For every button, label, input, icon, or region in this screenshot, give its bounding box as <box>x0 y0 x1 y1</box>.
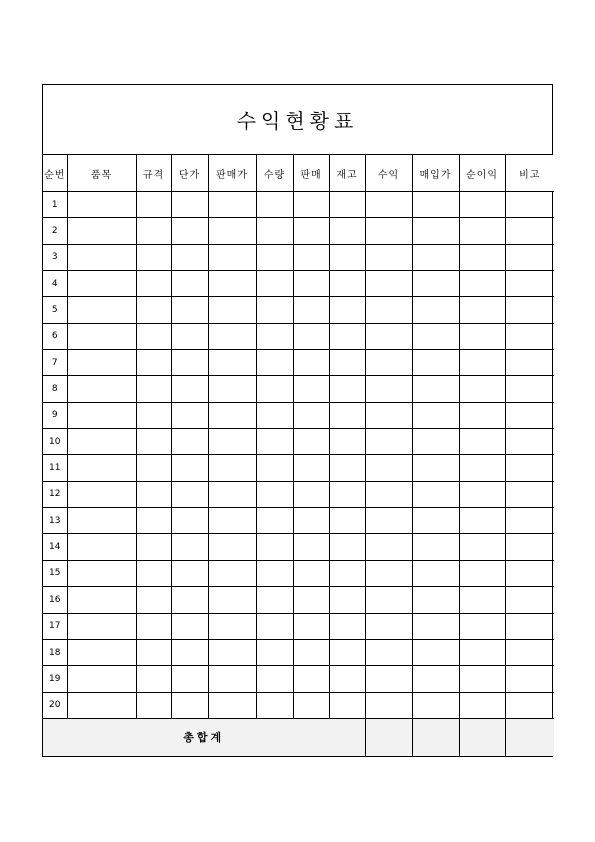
cell-sales[interactable] <box>293 613 329 639</box>
cell-sales[interactable] <box>293 587 329 613</box>
header-cell-seq: 순번 <box>43 155 67 192</box>
cell-item[interactable] <box>67 534 136 560</box>
cell-item[interactable] <box>67 192 136 218</box>
cell-quantity[interactable] <box>256 402 293 428</box>
cell-net-profit[interactable] <box>459 192 505 218</box>
table-row <box>43 218 554 244</box>
cell-revenue[interactable] <box>365 271 412 297</box>
row-number: 6 <box>43 323 67 349</box>
cell-remarks[interactable] <box>505 376 554 402</box>
cell-quantity[interactable] <box>256 613 293 639</box>
cell-sale-price[interactable] <box>208 429 256 455</box>
cell-item[interactable] <box>67 323 136 349</box>
header-cell-quantity: 수량 <box>256 155 293 192</box>
total-cell-net-profit[interactable] <box>459 718 505 756</box>
header-cell-sale-price: 판매가 <box>208 155 256 192</box>
cell-sale-price[interactable] <box>208 534 256 560</box>
profit-status-sheet <box>42 84 553 757</box>
cell-stock[interactable] <box>329 481 365 507</box>
cell-stock[interactable] <box>329 639 365 665</box>
cell-revenue[interactable] <box>365 587 412 613</box>
header-cell-item: 품목 <box>67 155 136 192</box>
cell-unit-price[interactable] <box>171 508 208 534</box>
table-row <box>43 560 554 586</box>
header-cell-unit-price: 단가 <box>171 155 208 192</box>
cell-purchase-price[interactable] <box>412 244 459 270</box>
cell-remarks[interactable] <box>505 508 554 534</box>
cell-purchase-price[interactable] <box>412 271 459 297</box>
cell-item[interactable] <box>67 692 136 718</box>
row-number: 20 <box>43 692 67 718</box>
cell-remarks[interactable] <box>505 244 554 270</box>
cell-stock[interactable] <box>329 402 365 428</box>
table-row <box>43 587 554 613</box>
cell-unit-price[interactable] <box>171 192 208 218</box>
table-body <box>43 192 554 719</box>
cell-revenue[interactable] <box>365 402 412 428</box>
cell-quantity[interactable] <box>256 218 293 244</box>
cell-item[interactable] <box>67 587 136 613</box>
cell-purchase-price[interactable] <box>412 481 459 507</box>
cell-net-profit[interactable] <box>459 271 505 297</box>
cell-sales[interactable] <box>293 350 329 376</box>
cell-sales[interactable] <box>293 455 329 481</box>
cell-stock[interactable] <box>329 455 365 481</box>
cell-quantity[interactable] <box>256 271 293 297</box>
cell-net-profit[interactable] <box>459 692 505 718</box>
cell-sales[interactable] <box>293 218 329 244</box>
cell-purchase-price[interactable] <box>412 692 459 718</box>
cell-sales[interactable] <box>293 271 329 297</box>
cell-sales[interactable] <box>293 666 329 692</box>
row-number: 2 <box>43 218 67 244</box>
cell-net-profit[interactable] <box>459 481 505 507</box>
cell-spec[interactable] <box>136 192 171 218</box>
cell-unit-price[interactable] <box>171 613 208 639</box>
cell-stock[interactable] <box>329 297 365 323</box>
cell-remarks[interactable] <box>505 455 554 481</box>
cell-revenue[interactable] <box>365 350 412 376</box>
total-cell-purchase-price[interactable] <box>412 718 459 756</box>
cell-spec[interactable] <box>136 613 171 639</box>
table-row <box>43 192 554 218</box>
cell-net-profit[interactable] <box>459 350 505 376</box>
cell-sales[interactable] <box>293 639 329 665</box>
cell-sale-price[interactable] <box>208 639 256 665</box>
row-number: 16 <box>43 587 67 613</box>
cell-spec[interactable] <box>136 297 171 323</box>
cell-remarks[interactable] <box>505 402 554 428</box>
cell-remarks[interactable] <box>505 192 554 218</box>
cell-remarks[interactable] <box>505 218 554 244</box>
cell-quantity[interactable] <box>256 297 293 323</box>
cell-stock[interactable] <box>329 692 365 718</box>
cell-spec[interactable] <box>136 560 171 586</box>
cell-revenue[interactable] <box>365 692 412 718</box>
row-number: 10 <box>43 429 67 455</box>
header-cell-revenue: 수익 <box>365 155 412 192</box>
cell-revenue[interactable] <box>365 534 412 560</box>
cell-spec[interactable] <box>136 271 171 297</box>
row-number: 12 <box>43 481 67 507</box>
cell-spec[interactable] <box>136 692 171 718</box>
cell-stock[interactable] <box>329 587 365 613</box>
row-number: 4 <box>43 271 67 297</box>
total-cell-remarks[interactable] <box>505 718 554 756</box>
document-title: 수익현황표 <box>236 109 359 133</box>
cell-remarks[interactable] <box>505 271 554 297</box>
cell-unit-price[interactable] <box>171 455 208 481</box>
cell-net-profit[interactable] <box>459 613 505 639</box>
cell-item[interactable] <box>67 613 136 639</box>
header-cell-remarks: 비고 <box>505 155 554 192</box>
cell-net-profit[interactable] <box>459 560 505 586</box>
cell-stock[interactable] <box>329 244 365 270</box>
table-row <box>43 692 554 718</box>
cell-purchase-price[interactable] <box>412 429 459 455</box>
cell-spec[interactable] <box>136 587 171 613</box>
cell-unit-price[interactable] <box>171 297 208 323</box>
cell-revenue[interactable] <box>365 192 412 218</box>
table-row <box>43 297 554 323</box>
cell-remarks[interactable] <box>505 613 554 639</box>
cell-sales[interactable] <box>293 323 329 349</box>
cell-net-profit[interactable] <box>459 376 505 402</box>
cell-sales[interactable] <box>293 692 329 718</box>
cell-revenue[interactable] <box>365 218 412 244</box>
cell-stock[interactable] <box>329 666 365 692</box>
cell-sales[interactable] <box>293 376 329 402</box>
cell-sale-price[interactable] <box>208 508 256 534</box>
cell-revenue[interactable] <box>365 613 412 639</box>
cell-revenue[interactable] <box>365 666 412 692</box>
profit-table <box>43 155 554 756</box>
row-number: 11 <box>43 455 67 481</box>
table-row <box>43 639 554 665</box>
cell-remarks[interactable] <box>505 560 554 586</box>
row-number: 15 <box>43 560 67 586</box>
table-row <box>43 271 554 297</box>
cell-stock[interactable] <box>329 218 365 244</box>
cell-remarks[interactable] <box>505 297 554 323</box>
cell-net-profit[interactable] <box>459 508 505 534</box>
header-cell-stock: 재고 <box>329 155 365 192</box>
cell-net-profit[interactable] <box>459 297 505 323</box>
cell-net-profit[interactable] <box>459 244 505 270</box>
cell-sale-price[interactable] <box>208 560 256 586</box>
cell-net-profit[interactable] <box>459 323 505 349</box>
cell-purchase-price[interactable] <box>412 587 459 613</box>
cell-sale-price[interactable] <box>208 692 256 718</box>
cell-spec[interactable] <box>136 534 171 560</box>
cell-stock[interactable] <box>329 323 365 349</box>
header-cell-purchase-price: 매입가 <box>412 155 459 192</box>
cell-net-profit[interactable] <box>459 402 505 428</box>
cell-item[interactable] <box>67 218 136 244</box>
row-number: 14 <box>43 534 67 560</box>
row-number: 18 <box>43 639 67 665</box>
header-row <box>43 155 554 192</box>
cell-spec[interactable] <box>136 244 171 270</box>
cell-sales[interactable] <box>293 297 329 323</box>
cell-unit-price[interactable] <box>171 481 208 507</box>
cell-quantity[interactable] <box>256 455 293 481</box>
cell-unit-price[interactable] <box>171 692 208 718</box>
cell-sale-price[interactable] <box>208 455 256 481</box>
row-number: 9 <box>43 402 67 428</box>
cell-net-profit[interactable] <box>459 639 505 665</box>
cell-remarks[interactable] <box>505 666 554 692</box>
cell-purchase-price[interactable] <box>412 666 459 692</box>
row-number: 1 <box>43 192 67 218</box>
cell-sales[interactable] <box>293 508 329 534</box>
cell-unit-price[interactable] <box>171 587 208 613</box>
table-row <box>43 350 554 376</box>
cell-spec[interactable] <box>136 508 171 534</box>
cell-spec[interactable] <box>136 429 171 455</box>
cell-sales[interactable] <box>293 560 329 586</box>
cell-item[interactable] <box>67 429 136 455</box>
cell-stock[interactable] <box>329 613 365 639</box>
table-row <box>43 244 554 270</box>
cell-item[interactable] <box>67 350 136 376</box>
cell-unit-price[interactable] <box>171 244 208 270</box>
cell-sale-price[interactable] <box>208 402 256 428</box>
table-row <box>43 455 554 481</box>
header-cell-sales: 판매 <box>293 155 329 192</box>
cell-quantity[interactable] <box>256 692 293 718</box>
cell-stock[interactable] <box>329 376 365 402</box>
cell-spec[interactable] <box>136 666 171 692</box>
cell-stock[interactable] <box>329 508 365 534</box>
cell-net-profit[interactable] <box>459 587 505 613</box>
cell-sale-price[interactable] <box>208 587 256 613</box>
cell-purchase-price[interactable] <box>412 297 459 323</box>
cell-stock[interactable] <box>329 429 365 455</box>
cell-item[interactable] <box>67 508 136 534</box>
cell-spec[interactable] <box>136 323 171 349</box>
cell-purchase-price[interactable] <box>412 534 459 560</box>
cell-sales[interactable] <box>293 402 329 428</box>
cell-purchase-price[interactable] <box>412 402 459 428</box>
cell-purchase-price[interactable] <box>412 508 459 534</box>
cell-quantity[interactable] <box>256 192 293 218</box>
cell-remarks[interactable] <box>505 639 554 665</box>
cell-revenue[interactable] <box>365 639 412 665</box>
cell-net-profit[interactable] <box>459 534 505 560</box>
cell-unit-price[interactable] <box>171 323 208 349</box>
cell-revenue[interactable] <box>365 297 412 323</box>
cell-stock[interactable] <box>329 192 365 218</box>
row-number: 19 <box>43 666 67 692</box>
cell-stock[interactable] <box>329 560 365 586</box>
cell-unit-price[interactable] <box>171 666 208 692</box>
table-row <box>43 613 554 639</box>
cell-sale-price[interactable] <box>208 666 256 692</box>
cell-sale-price[interactable] <box>208 350 256 376</box>
cell-spec[interactable] <box>136 376 171 402</box>
cell-purchase-price[interactable] <box>412 455 459 481</box>
cell-remarks[interactable] <box>505 323 554 349</box>
cell-item[interactable] <box>67 376 136 402</box>
cell-item[interactable] <box>67 244 136 270</box>
table-row <box>43 666 554 692</box>
cell-spec[interactable] <box>136 350 171 376</box>
cell-sales[interactable] <box>293 534 329 560</box>
row-number: 17 <box>43 613 67 639</box>
cell-sale-price[interactable] <box>208 218 256 244</box>
cell-purchase-price[interactable] <box>412 323 459 349</box>
row-number: 8 <box>43 376 67 402</box>
cell-quantity[interactable] <box>256 666 293 692</box>
table-row <box>43 481 554 507</box>
cell-spec[interactable] <box>136 639 171 665</box>
cell-sale-price[interactable] <box>208 481 256 507</box>
cell-revenue[interactable] <box>365 455 412 481</box>
cell-quantity[interactable] <box>256 376 293 402</box>
total-row <box>43 718 554 756</box>
cell-net-profit[interactable] <box>459 666 505 692</box>
cell-revenue[interactable] <box>365 429 412 455</box>
row-number: 3 <box>43 244 67 270</box>
total-label: 총합계 <box>43 718 365 756</box>
cell-quantity[interactable] <box>256 534 293 560</box>
cell-revenue[interactable] <box>365 376 412 402</box>
cell-remarks[interactable] <box>505 481 554 507</box>
cell-sales[interactable] <box>293 481 329 507</box>
cell-revenue[interactable] <box>365 323 412 349</box>
cell-unit-price[interactable] <box>171 271 208 297</box>
cell-purchase-price[interactable] <box>412 350 459 376</box>
cell-item[interactable] <box>67 481 136 507</box>
cell-item[interactable] <box>67 455 136 481</box>
cell-unit-price[interactable] <box>171 402 208 428</box>
cell-sale-price[interactable] <box>208 297 256 323</box>
header-cell-spec: 규격 <box>136 155 171 192</box>
cell-purchase-price[interactable] <box>412 376 459 402</box>
cell-unit-price[interactable] <box>171 534 208 560</box>
table-row <box>43 534 554 560</box>
title-area <box>43 85 552 155</box>
cell-revenue[interactable] <box>365 508 412 534</box>
cell-unit-price[interactable] <box>171 350 208 376</box>
cell-unit-price[interactable] <box>171 218 208 244</box>
cell-stock[interactable] <box>329 271 365 297</box>
cell-remarks[interactable] <box>505 587 554 613</box>
cell-spec[interactable] <box>136 402 171 428</box>
cell-purchase-price[interactable] <box>412 639 459 665</box>
cell-revenue[interactable] <box>365 481 412 507</box>
cell-sale-price[interactable] <box>208 271 256 297</box>
cell-sales[interactable] <box>293 192 329 218</box>
cell-purchase-price[interactable] <box>412 192 459 218</box>
cell-remarks[interactable] <box>505 429 554 455</box>
cell-unit-price[interactable] <box>171 639 208 665</box>
cell-purchase-price[interactable] <box>412 218 459 244</box>
cell-stock[interactable] <box>329 534 365 560</box>
cell-quantity[interactable] <box>256 639 293 665</box>
cell-quantity[interactable] <box>256 587 293 613</box>
cell-remarks[interactable] <box>505 534 554 560</box>
cell-sale-price[interactable] <box>208 192 256 218</box>
cell-item[interactable] <box>67 639 136 665</box>
cell-sales[interactable] <box>293 429 329 455</box>
cell-revenue[interactable] <box>365 244 412 270</box>
cell-item[interactable] <box>67 666 136 692</box>
cell-quantity[interactable] <box>256 323 293 349</box>
cell-spec[interactable] <box>136 455 171 481</box>
cell-purchase-price[interactable] <box>412 613 459 639</box>
cell-unit-price[interactable] <box>171 376 208 402</box>
cell-unit-price[interactable] <box>171 429 208 455</box>
table-row <box>43 376 554 402</box>
cell-item[interactable] <box>67 560 136 586</box>
cell-sale-price[interactable] <box>208 244 256 270</box>
cell-sales[interactable] <box>293 244 329 270</box>
table-row <box>43 429 554 455</box>
cell-item[interactable] <box>67 271 136 297</box>
cell-item[interactable] <box>67 297 136 323</box>
cell-item[interactable] <box>67 402 136 428</box>
cell-spec[interactable] <box>136 481 171 507</box>
cell-unit-price[interactable] <box>171 560 208 586</box>
cell-spec[interactable] <box>136 218 171 244</box>
cell-remarks[interactable] <box>505 350 554 376</box>
table-row <box>43 508 554 534</box>
cell-purchase-price[interactable] <box>412 560 459 586</box>
cell-quantity[interactable] <box>256 350 293 376</box>
cell-sale-price[interactable] <box>208 376 256 402</box>
cell-sale-price[interactable] <box>208 613 256 639</box>
total-cell-revenue[interactable] <box>365 718 412 756</box>
cell-net-profit[interactable] <box>459 455 505 481</box>
cell-revenue[interactable] <box>365 560 412 586</box>
cell-quantity[interactable] <box>256 560 293 586</box>
row-number: 13 <box>43 508 67 534</box>
row-number: 7 <box>43 350 67 376</box>
header-cell-net-profit: 순이익 <box>459 155 505 192</box>
table-row <box>43 323 554 349</box>
cell-quantity[interactable] <box>256 481 293 507</box>
cell-quantity[interactable] <box>256 244 293 270</box>
cell-quantity[interactable] <box>256 508 293 534</box>
cell-stock[interactable] <box>329 350 365 376</box>
cell-quantity[interactable] <box>256 429 293 455</box>
table-row <box>43 402 554 428</box>
cell-sale-price[interactable] <box>208 323 256 349</box>
cell-remarks[interactable] <box>505 692 554 718</box>
cell-net-profit[interactable] <box>459 218 505 244</box>
row-number: 5 <box>43 297 67 323</box>
cell-net-profit[interactable] <box>459 429 505 455</box>
